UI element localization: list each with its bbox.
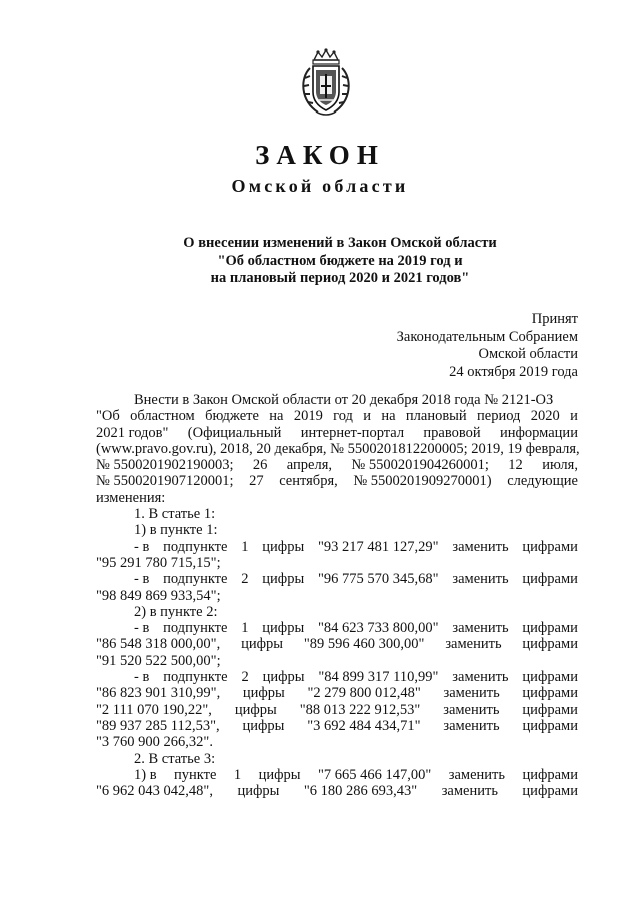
text-token: заменить bbox=[452, 620, 509, 637]
text-token: заменить bbox=[448, 766, 505, 783]
text-token: интернет-портал bbox=[300, 424, 405, 441]
article-heading: 1. В статье 1: bbox=[134, 506, 216, 523]
text-token: № 5500201907120001; bbox=[96, 473, 234, 490]
region-title: Омской области bbox=[231, 176, 409, 196]
subclause-line bbox=[96, 669, 578, 685]
adoption-line: Законодательным Собранием bbox=[396, 328, 578, 345]
adoption-line: Омской области bbox=[478, 346, 578, 362]
paragraph-line: (www.pravo.gov.ru), 2018, 20 декабря, № 5500201812200005; 2019, 19 февраля, bbox=[96, 440, 580, 457]
subclause-line: "95 291 780 715,15"; bbox=[96, 554, 221, 571]
clause-line bbox=[96, 767, 578, 783]
text-token: 1) в bbox=[134, 766, 157, 783]
text-token: "2 111 070 190,22", bbox=[96, 701, 212, 718]
text-token: 26 bbox=[252, 457, 268, 474]
text-token: цифры bbox=[262, 620, 305, 637]
text-token: подпункте bbox=[163, 620, 228, 637]
text-token: заменить bbox=[452, 571, 509, 588]
text-token: цифрами bbox=[522, 636, 578, 653]
clause-heading: 1) в пункте 1: bbox=[134, 522, 218, 539]
text-token: цифрами bbox=[522, 701, 578, 718]
text-token: "6 962 043 042,48", bbox=[96, 783, 213, 800]
text-token: цифры bbox=[262, 538, 305, 555]
text-token: следующие bbox=[507, 473, 578, 490]
text-token: цифрами bbox=[522, 669, 578, 686]
paragraph-line bbox=[96, 473, 578, 489]
text-token: цифрами bbox=[522, 766, 578, 783]
law-title: ЗАКОН bbox=[255, 140, 385, 170]
text-token: правовой bbox=[423, 424, 481, 441]
text-token: "86 823 901 310,99", bbox=[96, 685, 221, 702]
text-token: цифры bbox=[237, 783, 280, 800]
text-token: № 5500201909270001) bbox=[353, 473, 492, 490]
subject-line: на плановый период 2020 и 2021 годов" bbox=[210, 270, 470, 286]
text-token: заменить bbox=[452, 538, 509, 555]
subclause-line: "3 760 900 266,32". bbox=[96, 734, 213, 751]
subclause-line: "98 849 869 933,54"; bbox=[96, 587, 221, 604]
clause-heading: 2) в пункте 2: bbox=[134, 603, 218, 620]
text-token: "7 665 466 147,00" bbox=[317, 766, 432, 783]
text-token: цифрами bbox=[522, 571, 578, 588]
text-token: цифры bbox=[242, 717, 285, 734]
paragraph-line bbox=[96, 457, 578, 473]
text-token: "6 180 286 693,43" bbox=[303, 783, 418, 800]
text-token: подпункте bbox=[163, 538, 228, 555]
text-token: "84 623 733 800,00" bbox=[317, 620, 439, 637]
text-token: бюджете bbox=[205, 408, 259, 425]
text-token: цифры bbox=[258, 766, 301, 783]
text-token: 1 bbox=[241, 538, 249, 555]
subclause-line: "91 520 522 500,00"; bbox=[96, 652, 221, 669]
text-token: и bbox=[570, 408, 578, 425]
text-token: "Об bbox=[96, 408, 120, 425]
subclause-line bbox=[96, 620, 578, 636]
text-token: областном bbox=[130, 408, 195, 425]
text-token: 1 bbox=[241, 620, 249, 637]
text-token: 2019 bbox=[293, 408, 323, 425]
text-token: "88 013 222 912,53" bbox=[299, 701, 421, 718]
omsk-coat-of-arms-icon bbox=[296, 48, 356, 118]
paragraph-line bbox=[96, 408, 578, 424]
text-token: - в bbox=[134, 571, 150, 588]
text-token: подпункте bbox=[163, 669, 228, 686]
text-token: цифры bbox=[262, 571, 305, 588]
text-token: Внести в Закон Омской области от 20 декабря 2018 года № 2121-ОЗ bbox=[134, 392, 554, 408]
text-token: заменить bbox=[443, 685, 500, 702]
text-token: 12 bbox=[508, 457, 523, 474]
subclause-line bbox=[96, 702, 578, 718]
subclause-line bbox=[96, 685, 578, 701]
text-token: - в bbox=[134, 669, 150, 686]
paragraph-line bbox=[96, 425, 578, 441]
subclause-line bbox=[96, 539, 578, 555]
text-token: заменить bbox=[443, 701, 500, 718]
clause-line bbox=[96, 783, 578, 799]
text-token: 2 bbox=[241, 571, 249, 588]
text-token: сентября, bbox=[279, 473, 338, 490]
paragraph-line bbox=[96, 392, 578, 408]
text-token: цифрами bbox=[522, 717, 578, 734]
text-token: № 5500201902190003; bbox=[96, 457, 234, 474]
text-token: "96 775 570 345,68" bbox=[317, 571, 439, 588]
law-subject bbox=[120, 235, 560, 288]
text-token: цифрами bbox=[522, 538, 578, 555]
text-token: и bbox=[363, 408, 372, 425]
adoption-date: 24 октября 2019 года bbox=[449, 363, 578, 380]
text-token: "2 279 800 012,48" bbox=[307, 685, 421, 702]
text-token: заменить bbox=[441, 783, 498, 800]
text-token: 2 bbox=[241, 669, 249, 686]
text-token: "3 692 484 434,71" bbox=[307, 717, 421, 734]
text-token: "86 548 318 000,00", bbox=[96, 636, 221, 653]
subclause-line bbox=[96, 636, 578, 652]
paragraph-line: изменения: bbox=[96, 489, 166, 506]
text-token: пункте bbox=[174, 766, 217, 783]
text-token: цифрами bbox=[522, 685, 578, 702]
text-token: - в bbox=[134, 620, 150, 637]
adoption-block bbox=[397, 311, 578, 381]
text-token: цифрами bbox=[522, 620, 578, 637]
text-token: цифры bbox=[241, 636, 283, 653]
text-token: 2020 bbox=[530, 408, 560, 425]
text-token: подпункте bbox=[163, 571, 228, 588]
law-body bbox=[96, 392, 578, 799]
subject-line: "Об областном бюджете на 2019 год и bbox=[217, 252, 463, 269]
text-token: "89 937 285 112,53", bbox=[96, 717, 220, 734]
text-token: цифры bbox=[242, 685, 285, 702]
text-token: 1 bbox=[233, 766, 242, 783]
text-token: "89 596 460 300,00" bbox=[303, 636, 425, 653]
text-token: № 5500201904260001; bbox=[351, 457, 489, 474]
text-token: "93 217 481 127,29" bbox=[317, 538, 439, 555]
article-heading: 2. В статье 3: bbox=[134, 750, 216, 767]
text-token: (Официальный bbox=[187, 424, 282, 441]
text-token: цифры bbox=[262, 669, 305, 686]
text-token: - в bbox=[134, 538, 150, 555]
text-token: цифры bbox=[234, 701, 277, 718]
text-token: период bbox=[477, 408, 521, 425]
text-token: "84 899 317 110,99" bbox=[318, 669, 439, 686]
text-token: заменить bbox=[445, 636, 502, 653]
text-token: год bbox=[333, 408, 353, 425]
text-token: 2021 годов" bbox=[96, 424, 169, 441]
text-token: информации bbox=[499, 424, 578, 441]
text-token: цифрами bbox=[522, 783, 578, 800]
text-token: плановый bbox=[405, 408, 467, 425]
text-token: заменить bbox=[452, 669, 509, 686]
text-token: апреля, bbox=[286, 457, 333, 474]
subject-line: О внесении изменений в Закон Омской области bbox=[183, 235, 497, 251]
subclause-line bbox=[96, 571, 578, 587]
text-token: на bbox=[381, 408, 396, 425]
text-token: на bbox=[269, 408, 284, 425]
subclause-line bbox=[96, 718, 578, 734]
text-token: заменить bbox=[443, 717, 500, 734]
text-token: июля, bbox=[542, 457, 578, 474]
text-token: 27 bbox=[249, 473, 264, 490]
adoption-line: Принят bbox=[531, 311, 578, 327]
